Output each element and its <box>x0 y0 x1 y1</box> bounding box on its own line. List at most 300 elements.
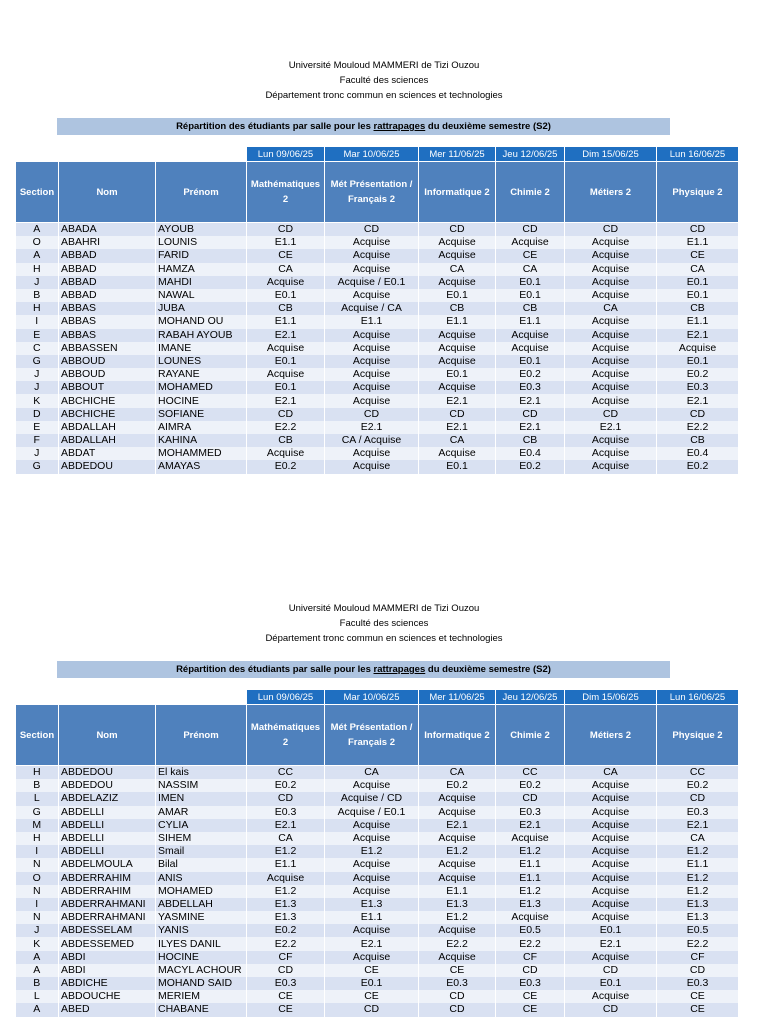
room-cell: E1.1 <box>657 858 739 871</box>
room-cell: CB <box>496 434 565 447</box>
room-cell: Acquise <box>325 355 419 368</box>
table-row <box>16 1003 739 1016</box>
table-row <box>16 434 739 447</box>
header-university: Université Mouloud MAMMERI de Tizi Ouzou <box>288 603 480 614</box>
room-cell: E0.2 <box>247 779 325 792</box>
section-cell: J <box>16 447 59 460</box>
room-cell: CD <box>496 408 565 421</box>
room-cell: Acquise <box>247 342 325 355</box>
room-cell: E1.3 <box>247 898 325 911</box>
room-cell: Acquise <box>325 779 419 792</box>
table-row <box>16 460 739 473</box>
title-after: du deuxième semestre (S2) <box>425 121 551 132</box>
date-cell: Jeu 12/06/25 <box>496 690 565 705</box>
room-cell: E0.1 <box>247 381 325 394</box>
nom-cell: ABDEDOU <box>59 779 156 792</box>
room-cell: E1.3 <box>657 898 739 911</box>
date-cell: Lun 09/06/25 <box>247 690 325 705</box>
room-cell: E1.1 <box>247 858 325 871</box>
prenom-cell: MOHAND SAID <box>156 977 247 990</box>
room-cell: CA <box>325 766 419 780</box>
nom-cell: ABDELLI <box>59 845 156 858</box>
nom-cell: ABBOUT <box>59 381 156 394</box>
room-cell: E1.1 <box>419 315 496 328</box>
nom-cell: ABBAD <box>59 263 156 276</box>
nom-cell: ABAHRI <box>59 236 156 249</box>
room-cell: E0.3 <box>496 806 565 819</box>
nom-cell: ABDOUCHE <box>59 990 156 1003</box>
room-cell: Acquise <box>496 832 565 845</box>
room-cell: E0.1 <box>247 289 325 302</box>
room-cell: E2.2 <box>657 421 739 434</box>
prenom-cell: MAHDI <box>156 276 247 289</box>
room-cell: E0.1 <box>247 355 325 368</box>
date-cell: Mar 10/06/25 <box>325 690 419 705</box>
section-cell: I <box>16 898 59 911</box>
room-cell: Acquise <box>419 249 496 262</box>
nom-cell: ABADA <box>59 223 156 237</box>
col-header-subject: Chimie 2 <box>496 162 565 223</box>
date-cell: Dim 15/06/25 <box>565 690 657 705</box>
room-cell: E1.2 <box>496 845 565 858</box>
room-cell: E1.1 <box>247 315 325 328</box>
room-cell: Acquise <box>565 368 657 381</box>
section-cell: A <box>16 249 59 262</box>
room-cell: Acquise <box>325 951 419 964</box>
section-cell: E <box>16 421 59 434</box>
table-row <box>16 329 739 342</box>
nom-cell: ABDALLAH <box>59 421 156 434</box>
col-header-prenom: Prénom <box>156 705 247 766</box>
room-cell: CF <box>247 951 325 964</box>
nom-cell: ABDELLI <box>59 819 156 832</box>
nom-cell: ABDEDOU <box>59 460 156 473</box>
room-cell: CE <box>496 249 565 262</box>
section-cell: G <box>16 806 59 819</box>
section-cell: A <box>16 1003 59 1016</box>
col-header-nom: Nom <box>59 162 156 223</box>
room-cell: E0.3 <box>496 381 565 394</box>
room-cell: CD <box>565 964 657 977</box>
nom-cell: ABBAD <box>59 289 156 302</box>
room-cell: E0.1 <box>565 924 657 937</box>
room-cell: E0.2 <box>247 460 325 473</box>
nom-cell: ABDELMOULA <box>59 858 156 871</box>
room-cell: Acquise <box>419 276 496 289</box>
header-department: Département tronc commun en sciences et technologies <box>265 90 503 101</box>
nom-cell: ABDICHE <box>59 977 156 990</box>
room-cell: Acquise <box>325 872 419 885</box>
room-cell: CE <box>419 964 496 977</box>
date-cell: Mar 10/06/25 <box>325 147 419 162</box>
room-cell: E0.1 <box>419 368 496 381</box>
prenom-cell: RABAH AYOUB <box>156 329 247 342</box>
section-cell: I <box>16 845 59 858</box>
section-cell: G <box>16 460 59 473</box>
room-cell: E2.1 <box>657 329 739 342</box>
room-cell: E0.2 <box>496 779 565 792</box>
nom-cell: ABBOUD <box>59 368 156 381</box>
room-cell: CD <box>325 1003 419 1016</box>
room-cell: E1.2 <box>419 911 496 924</box>
room-cell: Acquise <box>565 381 657 394</box>
room-cell: CD <box>325 223 419 237</box>
prenom-cell: NASSIM <box>156 779 247 792</box>
section-cell: H <box>16 766 59 780</box>
prenom-cell: SOFIANE <box>156 408 247 421</box>
room-cell: Acquise <box>419 381 496 394</box>
section-cell: O <box>16 872 59 885</box>
header-department: Département tronc commun en sciences et technologies <box>265 633 503 644</box>
room-cell: Acquise <box>325 249 419 262</box>
room-cell: CC <box>247 766 325 780</box>
room-cell: CB <box>657 434 739 447</box>
col-header-nom: Nom <box>59 705 156 766</box>
section-cell: B <box>16 977 59 990</box>
prenom-cell: CYLIA <box>156 819 247 832</box>
room-cell: E1.1 <box>325 911 419 924</box>
room-cell: E2.2 <box>496 937 565 950</box>
table-row <box>16 394 739 407</box>
prenom-cell: CHABANE <box>156 1003 247 1016</box>
page-block-2 <box>0 601 768 646</box>
room-cell: CD <box>565 223 657 237</box>
room-cell: E2.1 <box>325 421 419 434</box>
room-cell: Acquise <box>565 447 657 460</box>
nom-cell: ABBAD <box>59 249 156 262</box>
room-cell: CE <box>657 249 739 262</box>
col-header-section: Section <box>16 705 59 766</box>
room-cell: E1.3 <box>247 911 325 924</box>
room-cell: E2.1 <box>565 937 657 950</box>
room-cell: CD <box>565 1003 657 1016</box>
col-header-prenom: Prénom <box>156 162 247 223</box>
room-cell: E0.3 <box>247 806 325 819</box>
room-cell: E2.1 <box>247 819 325 832</box>
room-cell: E2.1 <box>247 329 325 342</box>
prenom-cell: ILYES DANIL <box>156 937 247 950</box>
section-cell: J <box>16 924 59 937</box>
prenom-cell: MOHAMED <box>156 381 247 394</box>
room-cell: CA / Acquise <box>325 434 419 447</box>
prenom-cell: ANIS <box>156 872 247 885</box>
section-cell: H <box>16 302 59 315</box>
prenom-cell: MOHAMMED <box>156 447 247 460</box>
title-before: Répartition des étudiants par salle pour les <box>176 664 374 675</box>
blank-cell <box>16 690 59 705</box>
title-before: Répartition des étudiants par salle pour les <box>176 121 374 132</box>
room-cell: E0.5 <box>657 924 739 937</box>
room-cell: CD <box>247 223 325 237</box>
prenom-cell: AIMRA <box>156 421 247 434</box>
room-cell: E0.3 <box>657 806 739 819</box>
room-cell: Acquise <box>325 394 419 407</box>
table-row <box>16 819 739 832</box>
room-cell: Acquise <box>419 447 496 460</box>
room-cell: E2.2 <box>657 937 739 950</box>
room-cell: Acquise <box>565 951 657 964</box>
room-cell: Acquise <box>565 315 657 328</box>
title-bar-1 <box>57 118 670 135</box>
date-cell: Lun 16/06/25 <box>657 147 739 162</box>
section-cell: J <box>16 368 59 381</box>
room-cell: Acquise <box>565 792 657 805</box>
nom-cell: ABBOUD <box>59 355 156 368</box>
nom-cell: ABDERRAHMANI <box>59 911 156 924</box>
room-cell: E1.2 <box>657 885 739 898</box>
table-row <box>16 249 739 262</box>
prenom-cell: LOUNIS <box>156 236 247 249</box>
room-cell: Acquise <box>565 779 657 792</box>
room-cell: E1.1 <box>496 872 565 885</box>
table-row <box>16 792 739 805</box>
room-cell: Acquise <box>247 368 325 381</box>
room-cell: E1.2 <box>247 885 325 898</box>
room-cell: CA <box>247 832 325 845</box>
room-cell: E0.1 <box>496 355 565 368</box>
room-cell: CA <box>419 263 496 276</box>
room-cell: Acquise <box>325 447 419 460</box>
room-cell: E1.3 <box>496 898 565 911</box>
room-cell: Acquise <box>325 924 419 937</box>
room-cell: Acquise <box>496 911 565 924</box>
room-cell: E1.2 <box>657 872 739 885</box>
section-cell: A <box>16 964 59 977</box>
room-cell: E0.2 <box>419 779 496 792</box>
col-header-subject: Métiers 2 <box>565 162 657 223</box>
col-header-subject: Mathématiques 2 <box>247 162 325 223</box>
room-cell: E1.3 <box>419 898 496 911</box>
nom-cell: ABDESSELAM <box>59 924 156 937</box>
section-cell: J <box>16 276 59 289</box>
section-cell: K <box>16 394 59 407</box>
room-cell: E0.3 <box>247 977 325 990</box>
room-cell: E0.1 <box>657 355 739 368</box>
nom-cell: ABDELLI <box>59 832 156 845</box>
room-cell: E1.3 <box>325 898 419 911</box>
table-row <box>16 421 739 434</box>
room-cell: CE <box>247 249 325 262</box>
room-cell: Acquise / E0.1 <box>325 276 419 289</box>
room-cell: Acquise <box>419 806 496 819</box>
room-cell: Acquise <box>247 447 325 460</box>
room-cell: CA <box>419 766 496 780</box>
room-cell: Acquise <box>565 832 657 845</box>
prenom-cell: ABDELLAH <box>156 898 247 911</box>
prenom-cell: AMAR <box>156 806 247 819</box>
room-cell: CD <box>496 792 565 805</box>
table-row <box>16 302 739 315</box>
table-row <box>16 355 739 368</box>
room-cell: E2.2 <box>247 421 325 434</box>
col-header-subject: Physique 2 <box>657 162 739 223</box>
nom-cell: ABBAS <box>59 302 156 315</box>
room-cell: E2.1 <box>496 421 565 434</box>
room-cell: E1.1 <box>247 236 325 249</box>
room-cell: E0.2 <box>657 460 739 473</box>
col-header-subject: Physique 2 <box>657 705 739 766</box>
room-cell: E0.5 <box>496 924 565 937</box>
section-cell: M <box>16 819 59 832</box>
room-cell: Acquise <box>565 276 657 289</box>
table-row <box>16 368 739 381</box>
nom-cell: ABDERRAHIM <box>59 885 156 898</box>
prenom-cell: MOHAMED <box>156 885 247 898</box>
prenom-cell: NAWAL <box>156 289 247 302</box>
room-cell: CD <box>657 408 739 421</box>
room-cell: Acquise <box>565 990 657 1003</box>
room-cell: CD <box>657 223 739 237</box>
room-cell: Acquise <box>565 434 657 447</box>
header-faculty: Faculté des sciences <box>339 75 429 86</box>
room-cell: Acquise <box>565 898 657 911</box>
col-header-section: Section <box>16 162 59 223</box>
room-cell: CE <box>496 990 565 1003</box>
room-cell: Acquise <box>419 342 496 355</box>
section-cell: C <box>16 342 59 355</box>
room-cell: E0.1 <box>496 289 565 302</box>
room-cell: Acquise <box>565 289 657 302</box>
section-cell: B <box>16 289 59 302</box>
table-row <box>16 845 739 858</box>
section-cell: H <box>16 832 59 845</box>
table-row <box>16 289 739 302</box>
room-cell: Acquise <box>325 236 419 249</box>
room-cell: CC <box>496 766 565 780</box>
date-cell: Lun 16/06/25 <box>657 690 739 705</box>
date-cell: Jeu 12/06/25 <box>496 147 565 162</box>
room-cell: Acquise <box>419 924 496 937</box>
section-cell: N <box>16 858 59 871</box>
column-header-row <box>16 705 739 766</box>
rattrapage-table-2 <box>15 689 739 1017</box>
room-cell: E0.4 <box>496 447 565 460</box>
section-cell: K <box>16 937 59 950</box>
room-cell: Acquise <box>325 832 419 845</box>
room-cell: E1.1 <box>657 315 739 328</box>
room-cell: Acquise <box>565 249 657 262</box>
room-cell: CA <box>657 263 739 276</box>
table-row <box>16 898 739 911</box>
room-cell: E0.2 <box>657 368 739 381</box>
room-cell: Acquise <box>325 289 419 302</box>
rattrapage-table-1 <box>15 146 739 474</box>
room-cell: CF <box>657 951 739 964</box>
table-row <box>16 911 739 924</box>
room-cell: Acquise <box>565 911 657 924</box>
nom-cell: ABBAS <box>59 329 156 342</box>
room-cell: CE <box>247 990 325 1003</box>
room-cell: Acquise <box>565 355 657 368</box>
room-cell: E1.3 <box>657 911 739 924</box>
room-cell: CD <box>496 964 565 977</box>
room-cell: E1.1 <box>419 885 496 898</box>
room-cell: Acquise <box>325 263 419 276</box>
room-cell: CE <box>657 990 739 1003</box>
room-cell: CB <box>657 302 739 315</box>
table-row <box>16 276 739 289</box>
section-cell: J <box>16 381 59 394</box>
room-cell: CC <box>657 766 739 780</box>
room-cell: CA <box>657 832 739 845</box>
section-cell: A <box>16 951 59 964</box>
room-cell: E0.1 <box>496 276 565 289</box>
room-cell: Acquise / E0.1 <box>325 806 419 819</box>
prenom-cell: YASMINE <box>156 911 247 924</box>
date-row <box>16 147 739 162</box>
room-cell: E1.1 <box>496 315 565 328</box>
room-cell: CB <box>419 302 496 315</box>
room-cell: CD <box>247 964 325 977</box>
prenom-cell: AMAYAS <box>156 460 247 473</box>
section-cell: G <box>16 355 59 368</box>
table-row <box>16 447 739 460</box>
room-cell: CD <box>657 792 739 805</box>
room-cell: E0.2 <box>247 924 325 937</box>
table-row <box>16 806 739 819</box>
room-cell: CF <box>496 951 565 964</box>
table-row <box>16 408 739 421</box>
date-cell: Mer 11/06/25 <box>419 147 496 162</box>
room-cell: Acquise <box>565 806 657 819</box>
room-cell: E0.4 <box>657 447 739 460</box>
room-cell: E2.1 <box>419 394 496 407</box>
room-cell: Acquise <box>565 236 657 249</box>
room-cell: E0.1 <box>419 289 496 302</box>
room-cell: E1.2 <box>657 845 739 858</box>
room-cell: CE <box>325 990 419 1003</box>
table-row <box>16 766 739 780</box>
room-cell: Acquise <box>419 832 496 845</box>
nom-cell: ABDERRAHMANI <box>59 898 156 911</box>
prenom-cell: AYOUB <box>156 223 247 237</box>
nom-cell: ABDI <box>59 964 156 977</box>
title-underlined: rattrapages <box>373 121 426 132</box>
room-cell: E0.2 <box>496 368 565 381</box>
room-cell: CB <box>247 302 325 315</box>
room-cell: E2.1 <box>565 421 657 434</box>
room-cell: E2.2 <box>419 937 496 950</box>
blank-cell <box>59 147 156 162</box>
blank-cell <box>156 147 247 162</box>
room-cell: E0.1 <box>565 977 657 990</box>
room-cell: E1.2 <box>247 845 325 858</box>
nom-cell: ABED <box>59 1003 156 1016</box>
section-cell: D <box>16 408 59 421</box>
room-cell: Acquise <box>419 951 496 964</box>
room-cell: Acquise <box>565 394 657 407</box>
room-cell: Acquise <box>565 858 657 871</box>
prenom-cell: RAYANE <box>156 368 247 381</box>
room-cell: E2.1 <box>496 819 565 832</box>
nom-cell: ABBAD <box>59 276 156 289</box>
prenom-cell: IMANE <box>156 342 247 355</box>
room-cell: CE <box>325 964 419 977</box>
col-header-subject: Mathématiques 2 <box>247 705 325 766</box>
room-cell: CA <box>565 302 657 315</box>
nom-cell: ABBASSEN <box>59 342 156 355</box>
room-cell: Acquise <box>565 263 657 276</box>
prenom-cell: KAHINA <box>156 434 247 447</box>
title-after: du deuxième semestre (S2) <box>425 664 551 675</box>
room-cell: CB <box>496 302 565 315</box>
section-cell: E <box>16 329 59 342</box>
header-faculty: Faculté des sciences <box>339 618 429 629</box>
blank-cell <box>156 690 247 705</box>
prenom-cell: YANIS <box>156 924 247 937</box>
room-cell: Acquise <box>496 236 565 249</box>
prenom-cell: Smail <box>156 845 247 858</box>
